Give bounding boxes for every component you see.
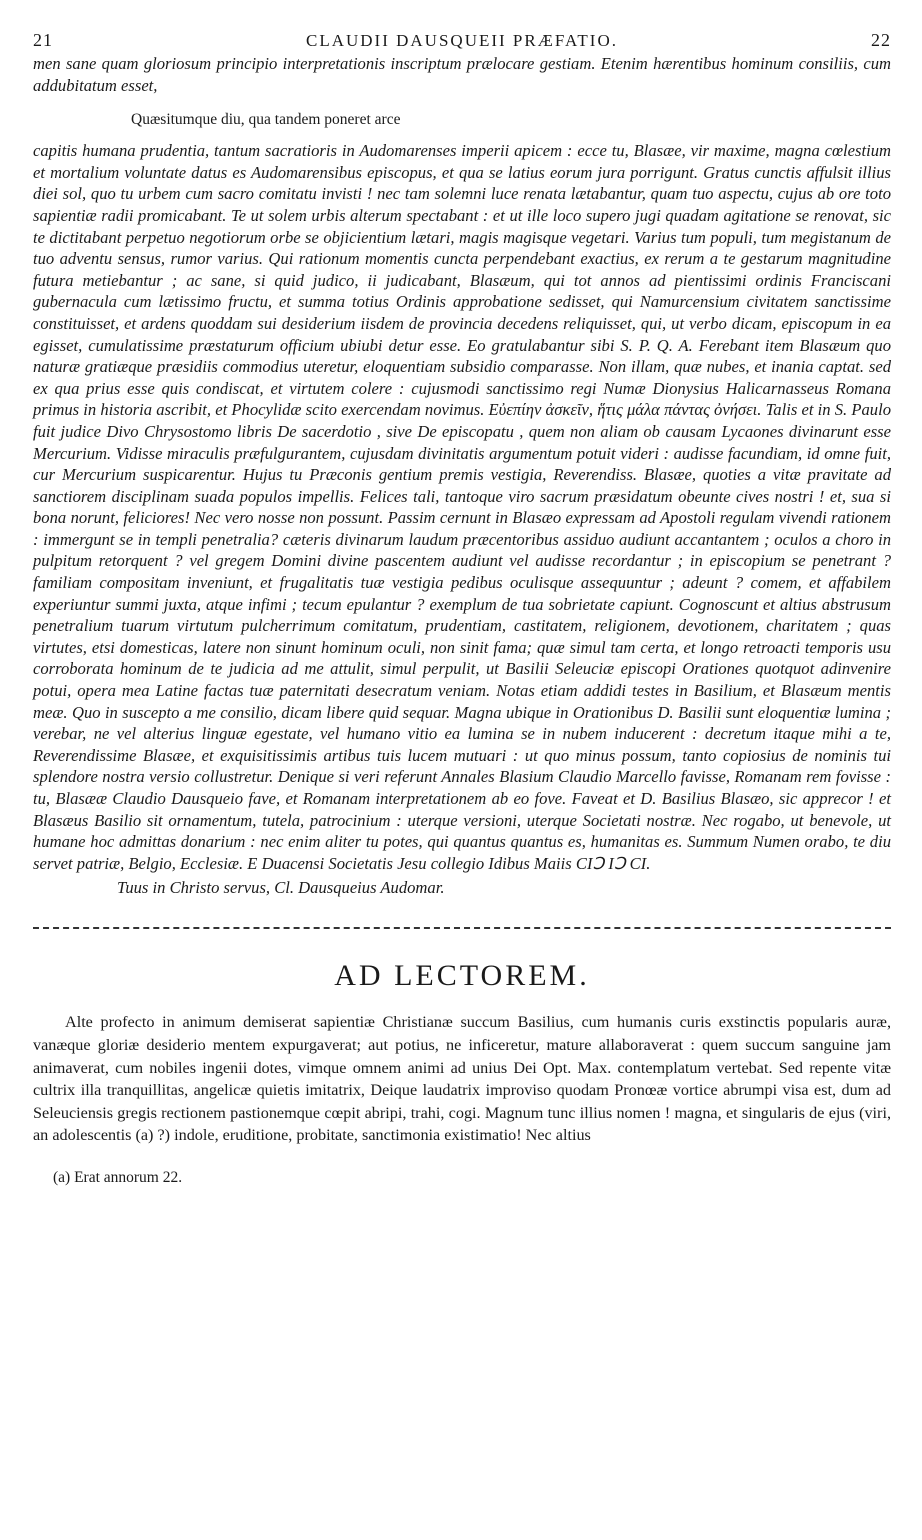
right-page-number: 22 [871,30,891,50]
page [33,30,891,1187]
preface-opening: men sane quam gloriosum principio interpretationis inscriptum prælocare gestiam. Etenim hærentibus hominum consiliis, cum addubitatum esset, [33,54,891,95]
section-title: AD LECTOREM. [334,959,590,993]
ad-lectorem-text [33,1011,891,1147]
preface-text [33,53,891,96]
running-title: CLAUDII DAUSQUEII PRÆFATIO. [306,31,618,50]
preface-main-text [33,140,891,874]
section-divider [33,927,891,929]
footnote: (a) Erat annorum 22. [53,1168,183,1186]
signature: Tuus in Christo servus, Cl. Dausqueius Audomar. [117,878,445,898]
preface-main: capitis humana prudentia, tantum sacratioris in Audomarenses imperii apicem : ecce tu, Blasæe, vir maxime, magna cœlestium et mortalium voluntate datus es Audomarensibus episcopus, et qua se latius eorum jura porrigunt. Gratus cunctis affulsit illius diei sol, quo tu urbem cum sacro comitatu invisti ! nec tam solemni luce renata lætabantur, quam tuo aspectu, cujus ab ore toto sapientiæ radii promicabant. Te ut solem urbis alterum spectabant : et ut ille loco supero jugi quadam agitatione se renovat, sic te dictitabant perpetuo negotiorum orbe se objicientium lætari, magis magisque vegetari. Varius tum populi, tum megistanum de tuo adventu sensus, rumor varius. Qui rationum momentis cuncta perpendebant exactius, ex rerum a te gestarum magnitudine futura metiebantur ; ac sane, si quid judico, ii judicabant, Blasæum, qui tot annos ad pientissimi ordinis Franciscani gubernacula cum lætissimo fructu, et summa totius Ordinis approbatione sedisset, qui Namurcensium civitatem sanctissime constituisset, et ardens quoddam sui desiderium iisdem de provincia decedens reliquisset, qui, ut verbo dicam, episcopum in ea egisset, cumulatissime præstaturum officium ubiubi detur esse. Eo gratulabantur sibi S. P. Q. A. Ferebant item Blasæum quo naturæ gratiæque præsidiis commodius uteretur, eloquentiam subsidio comparasse. Non illam, quæ nubes, et inania captat. sed ex qua prius esse quis condiscat, et virtutem colere : cujusmodi sanctissimo regi Numæ Dionysius Halicarnasseus Romana primus in historia ascribit, et Phocylidæ scito exercendam novimus. Εὐεπίην ἀσκεῖν, ἥτις μάλα πάντας ὀνήσει. Talis et in S. Paulo fuit judice Divo Chrysostomo libris De sacerdotio , sive De episcopatu , quem non aliam ob causam Lycaones divinarunt esse Mercurium. Vidisse miraculis præfulgurantem, cujusdam divinitatis argumentum potuit videri : audisse facundiam, id omne fuit, cur Mercurium suspicarentur. Hujus tu Præconis gentium premis vestigia, Reverendiss. Blasæe, quoties a vitæ pravitate ad sanctiorem disciplinam suada populos impellis. Felices tali, tantoque viro sacrum præsidatum obeunte cives nostri ! et, sua si bona norunt, feliciores! Nec vero nosse non possunt. Passim cernunt in Blasæo expressam ad Apostoli regulam vivendi rationem : immergunt se in templi penetralia? cæteris divinarum laudum præcentoribus assiduo audiunt accantantem ; oculos a choro in pulpitum retorquent ? vel gregem Domini divine pascentem audiunt vel audisse recordantur ; in episcopium se penetrant ? familiam compositam inveniunt, et frugalitatis tuæ vestigia pedibus oculisque assequuntur ; adeunt ? comem, et affabilem experiuntur summi juxta, atque infimi ; tecum epulantur ? exemplum de tua sobrietate capiunt. Cognoscunt et altius abstrusum penetralium tuarum virtutum pulcherrimum comitatum, prudentiam, castitatem, religionem, devotionem, charitatem ; quas virtutes, etsi domesticas, latere non sinunt hominum oculi, non sinit fama; quæ simul tam certa, et longo retroacti temporis usu corroborata hominum de te judicia ad me attulit, simul perpulit, ut Basilii Seleuciæ episcopi Orationes quotquot adinvenire potui, opera mea Latine factas tuæ paternitati desecratum veniam. Notas etiam addidi testes in Basilium, et Blasæum mentis meæ. Quo in suscepto a me consilio, dicam libere quid sequar. Magna ubique in Orationibus D. Basilii sunt eloquentiæ lumina ; verebar, ne vel alterius linguæ egestate, vel humano vitio ea lumina se in nubem inducerent : decretum itaque mihi a te, Reverendissime Blasæe, et exquisitissimis artibus tuis lucem mutuari : ut quo minus possum, tanto copiosius de nominis tui splendore nostra versio collustretur. Denique si veri referunt Annales Blasium Claudio Marcello favisse, Romanam rem fovisse : tu, Blasææ Claudio Dausqueio fave, et Romanam interpretationem ab eo fove. Faveat et D. Basilius Blasæo, sic apprecor ! et Blasæus Basilio sit ornamentum, tutela, patrocinium : uterque versioni, uterque Societati nostræ. Nec rogabo, ut benevole, ut humane hoc admittas donarium : nec enim aliter tu potes, qui quantus quantus es, humanitas es. Summum Numen orabo, te diu servet patriæ, Belgio, Ecclesiæ. E Duacensi Societatis Jesu collegio Idibus Maiis CIↃ IↃ CI. [33,141,891,873]
verse-quotation: Quæsitumque diu, qua tandem poneret arce [131,111,401,129]
left-page-number: 21 [33,30,53,50]
ad-lectorem-paragraph: Alte profecto in animum demiserat sapientiæ Christianæ succum Basilius, cum humanis curis exstinctis popularis auræ, vanæque gloriæ desiderio mentem expurgaverat; aut potius, ne inficeretur, mature allaboraverat : quem succum sanguine jam animaverat, cum nobiles ingenii dotes, vimque omnem animi ad unius Dei Opt. Max. contemplatum vertebat. Sed repente vitæ cultrix illa tranquillitas, angelicæ quietis imitatrix, Deique laudatrix improviso quodam Pronœæ vortice abrumpi visa est, dum ad Seleuciensis gregis rectionem pastionemque cœpit abripi, trahi, cogi. Magnum tunc illius nomen ! magna, et singularis de ejus (viri, an adolescentis (a) ?) indole, eruditione, probitate, sanctimonia existimatio! Nec altius [33,1013,891,1145]
running-header [33,30,891,51]
